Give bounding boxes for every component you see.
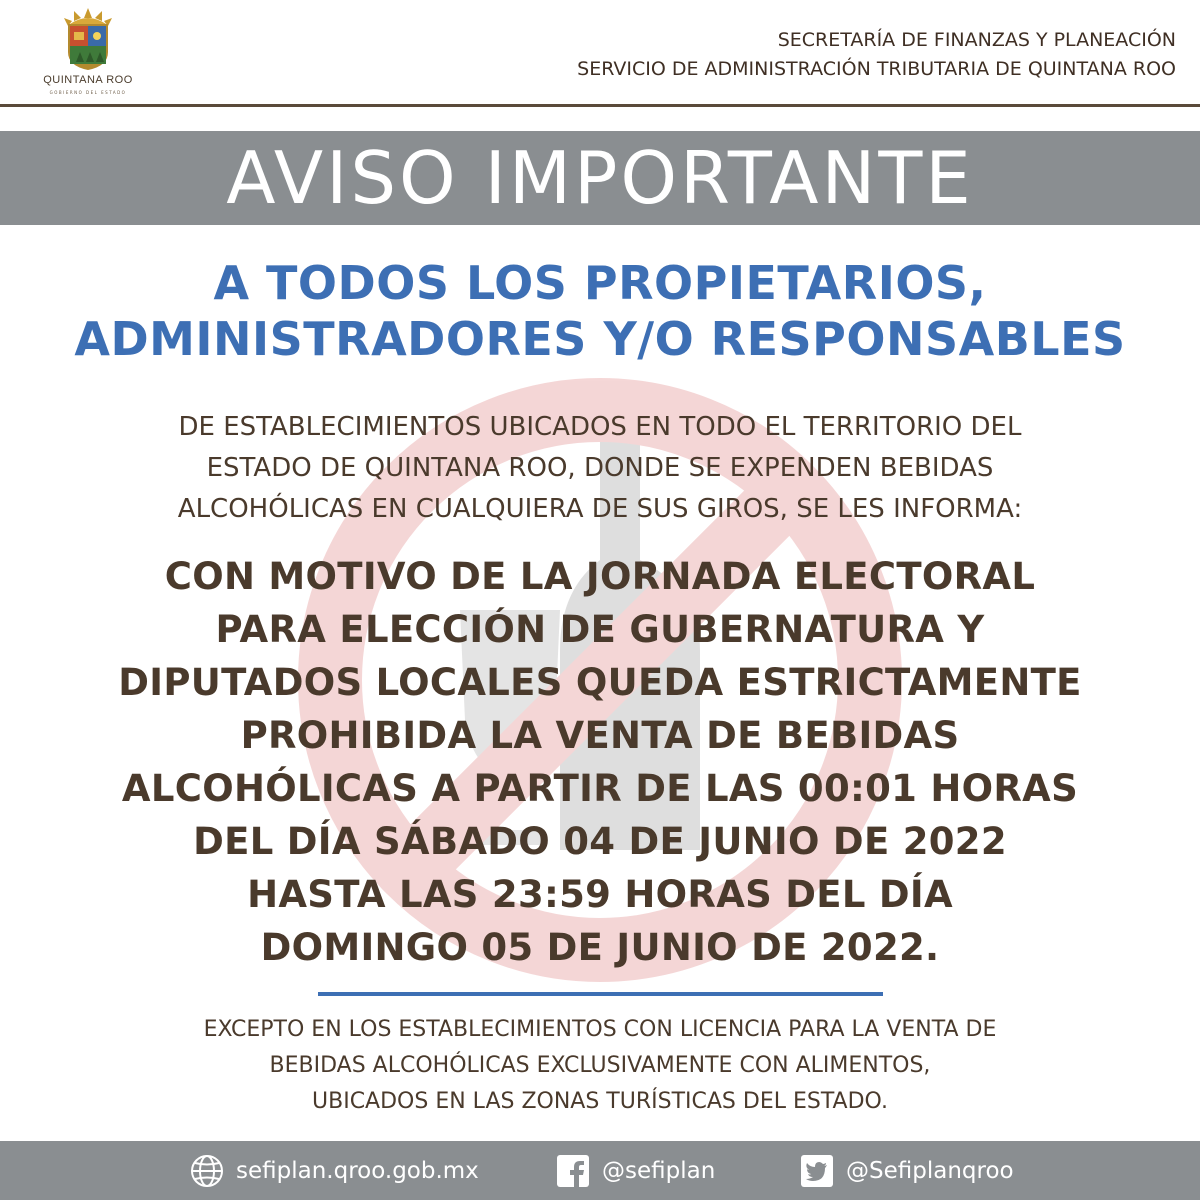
intro-line-1: DE ESTABLECIMIENTOS UBICADOS EN TODO EL TERRITORIO DEL (178, 412, 1022, 442)
facebook-link-group[interactable] (556, 1141, 715, 1200)
title-banner (0, 131, 1200, 225)
facebook-icon (556, 1154, 590, 1188)
website-link[interactable]: sefiplan.qroo.gob.mx (236, 1157, 479, 1184)
body-line-1: CON MOTIVO DE LA JORNADA ELECTORAL (164, 555, 1036, 598)
website-link-group[interactable] (190, 1141, 479, 1200)
logo-subtext: GOBIERNO DEL ESTADO (49, 90, 127, 95)
header-line-2: SERVICIO DE ADMINISTRACIÓN TRIBUTARIA DE QUINTANA ROO (577, 58, 1176, 80)
facebook-link[interactable]: @sefiplan (602, 1157, 716, 1184)
intro-line-3: ALCOHÓLICAS EN CUALQUIERA DE SUS GIROS, SE LES INFORMA: (177, 494, 1023, 524)
twitter-icon (800, 1154, 834, 1188)
twitter-link-group[interactable] (800, 1141, 1014, 1200)
main-content (0, 255, 1200, 974)
body-line-4: PROHIBIDA LA VENTA DE BEBIDAS (240, 714, 960, 757)
header-titles (577, 26, 1176, 84)
body-line-6: DEL DÍA SÁBADO 04 DE JUNIO DE 2022 (193, 820, 1007, 863)
headline (0, 255, 1200, 367)
announcement-body (0, 550, 1200, 974)
body-line-7: HASTA LAS 23:59 HORAS DEL DÍA (247, 873, 953, 916)
headline-line-2: ADMINISTRADORES Y/O RESPONSABLES (74, 312, 1126, 366)
state-logo (34, 6, 142, 98)
header (0, 0, 1200, 104)
note-line-2: BEBIDAS ALCOHÓLICAS EXCLUSIVAMENTE CON ALIMENTOS, (269, 1053, 931, 1078)
exception-note (0, 1012, 1200, 1120)
headline-line-1: A TODOS LOS PROPIETARIOS, (213, 256, 987, 310)
body-line-5: ALCOHÓLICAS A PARTIR DE LAS 00:01 HORAS (121, 767, 1079, 810)
section-divider (318, 992, 883, 996)
intro-paragraph (0, 407, 1200, 530)
header-line-1: SECRETARÍA DE FINANZAS Y PLANEACIÓN (777, 29, 1176, 51)
intro-line-2: ESTADO DE QUINTANA ROO, DONDE SE EXPENDEN BEBIDAS (206, 453, 994, 483)
note-line-3: UBICADOS EN LAS ZONAS TURÍSTICAS DEL ESTADO. (312, 1089, 888, 1114)
globe-icon (190, 1154, 224, 1188)
note-line-1: EXCEPTO EN LOS ESTABLECIMIENTOS CON LICENCIA PARA LA VENTA DE (203, 1017, 997, 1042)
body-line-8: DOMINGO 05 DE JUNIO DE 2022. (260, 926, 940, 969)
banner-title: AVISO IMPORTANTE (226, 136, 974, 220)
body-line-2: PARA ELECCIÓN DE GUBERNATURA Y (215, 608, 985, 651)
logo-text: QUINTANA ROO (43, 74, 133, 86)
header-divider (0, 104, 1200, 107)
coat-of-arms-icon (34, 6, 142, 72)
body-line-3: DIPUTADOS LOCALES QUEDA ESTRICTAMENTE (118, 661, 1082, 704)
footer-bar (0, 1141, 1200, 1200)
twitter-link[interactable]: @Sefiplanqroo (846, 1157, 1014, 1184)
